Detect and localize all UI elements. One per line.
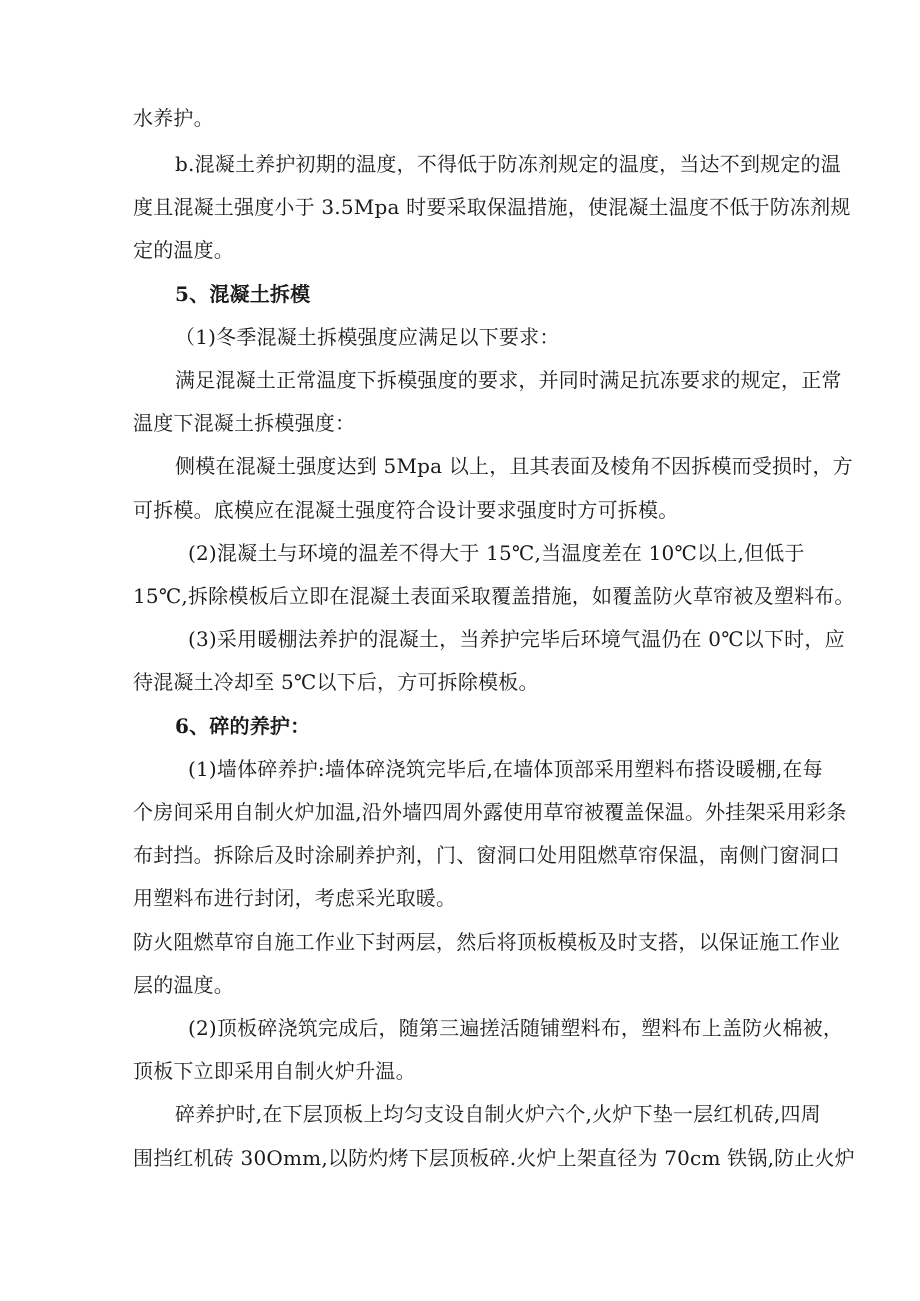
text-line: 度且混凝土强度小于 3.5Mpa 时要采取保温措施，使混凝土温度不低于防冻剂规: [133, 195, 851, 219]
text-line: 顶板下立即采用自制火炉升温。: [133, 1059, 416, 1083]
text-line: 碎养护时,在下层顶板上均匀支设自制火炉六个,火炉下垫一层红机砖,四周: [175, 1102, 821, 1126]
text-line: 用塑料布进行封闭，考虑采光取暖。: [133, 886, 457, 910]
text-line: 可拆模。底模应在混凝土强度符合设计要求强度时方可拆模。: [133, 498, 679, 522]
text-line: 个房间采用自制火炉加温,沿外墙四周外露使用草帘被覆盖保温。外挂架采用彩条: [133, 800, 847, 824]
text-line: 侧模在混凝土强度达到 5Mpa 以上，且其表面及棱角不因拆模而受损时，方: [175, 454, 853, 478]
text-line: 层的温度。: [133, 973, 234, 997]
text-line: (2)顶板碎浇筑完成后，随第三遍搓活随铺塑料布，塑料布上盖防火棉被，: [188, 1016, 844, 1040]
text-line: b.混凝土养护初期的温度，不得低于防冻剂规定的温度，当达不到规定的温: [175, 152, 841, 176]
text-line: 满足混凝土正常温度下拆模强度的要求，并同时满足抗冻要求的规定，正常: [175, 368, 842, 392]
text-line: 定的温度。: [133, 238, 234, 262]
section-heading: 6、碎的养护：: [175, 714, 311, 738]
text-line: 防火阻燃草帘自施工作业下封两层，然后将顶板模板及时支搭，以保证施工作业: [133, 930, 840, 954]
text-line: 水养护。: [133, 106, 214, 130]
section-heading: 5、混凝土拆模: [175, 282, 311, 306]
text-line: 15℃,拆除模板后立即在混凝土表面采取覆盖措施，如覆盖防火草帘被及塑料布。: [133, 584, 855, 608]
text-line: 围挡红机砖 30Omm,以防灼烤下层顶板碎.火炉上架直径为 70cm 铁锅,防止火炉: [133, 1146, 855, 1170]
text-line: 布封挡。拆除后及时涂刷养护剂，门、窗洞口处用阻燃草帘保温，南侧门窗洞口: [133, 843, 840, 867]
text-line: 温度下混凝土拆模强度：: [133, 411, 356, 435]
text-line: (3)采用暖棚法养护的混凝土，当养护完毕后环境气温仍在 0℃以下时，应: [188, 627, 845, 651]
text-line: (2)混凝土与环境的温差不得大于 15℃,当温度差在 10℃以上,但低于: [188, 541, 805, 565]
text-line: (1)墙体碎养护:墙体碎浇筑完毕后,在墙体顶部采用塑料布搭设暖棚,在每: [188, 757, 823, 781]
text-line: （1)冬季混凝土拆模强度应满足以下要求：: [175, 325, 560, 349]
text-line: 待混凝土冷却至 5℃以下后，方可拆除模板。: [133, 670, 539, 694]
